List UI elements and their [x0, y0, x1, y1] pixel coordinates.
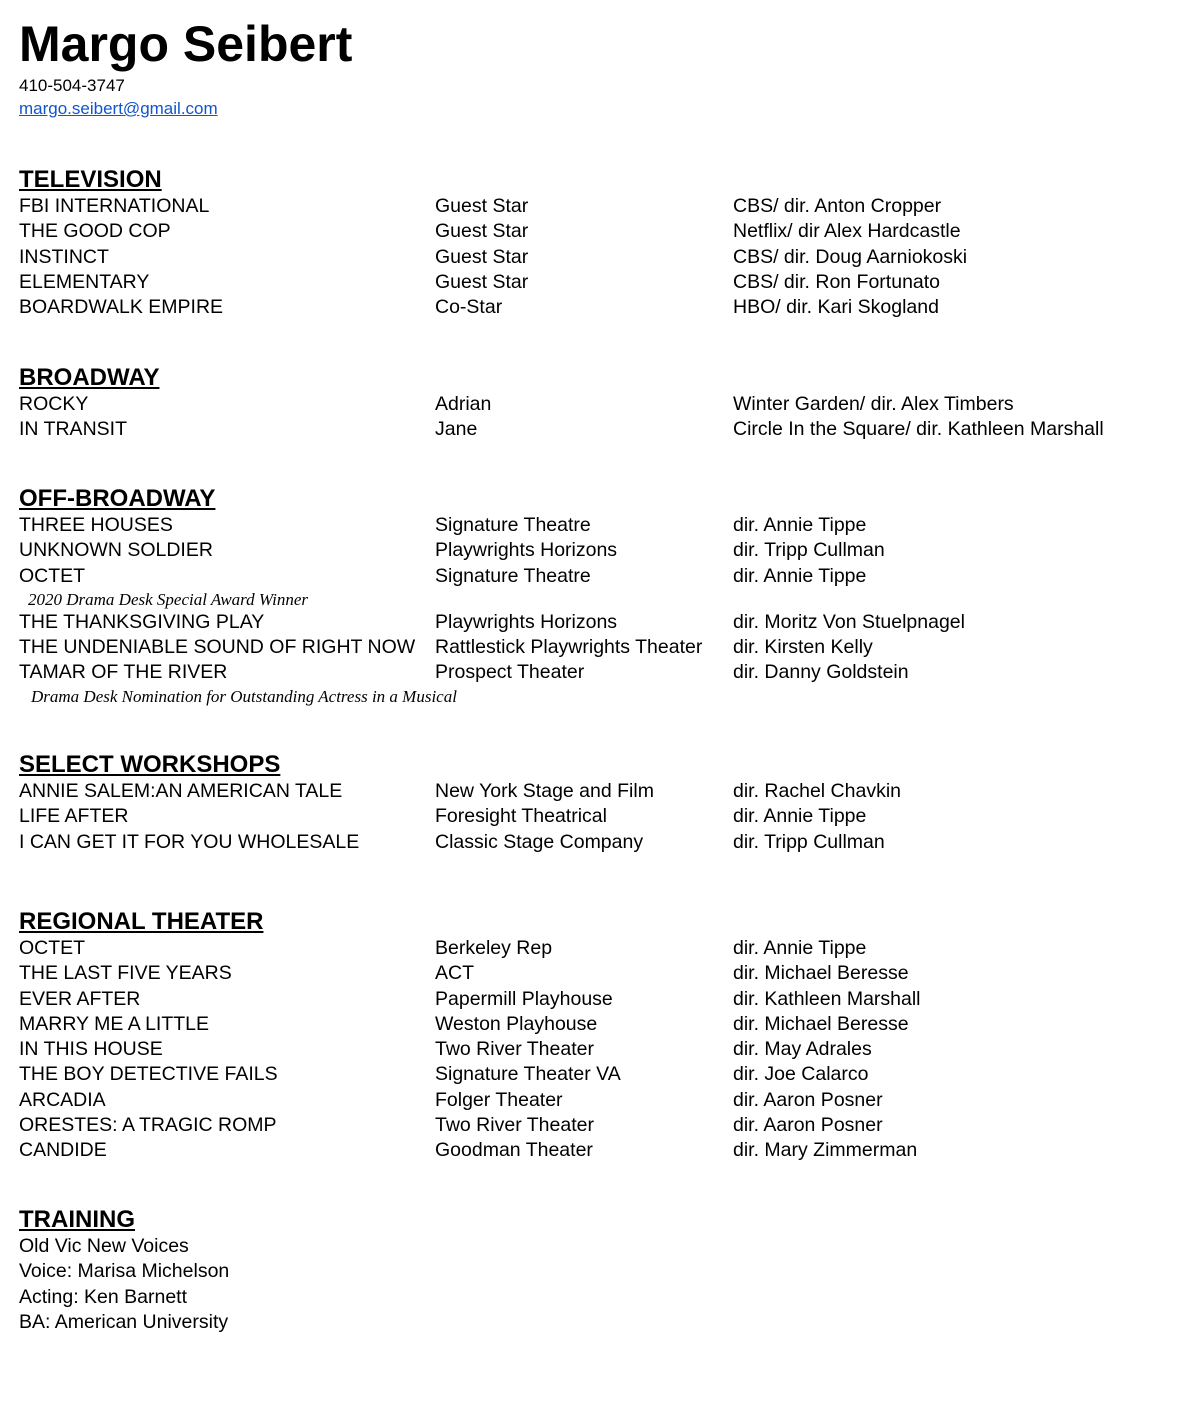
credit-row	[19, 245, 1179, 270]
credit-director: dir. Kathleen Marshall	[733, 987, 921, 1010]
credit-director: dir. May Adrales	[733, 1038, 872, 1061]
credit-director: dir. Tripp Cullman	[733, 830, 885, 853]
credit-title: THE GOOD COP	[19, 220, 171, 243]
credit-row	[19, 1062, 1179, 1087]
regional-section	[19, 908, 1179, 1164]
credit-director: dir. Moritz Von Stuelpnagel	[733, 610, 965, 633]
credit-row	[19, 392, 1179, 417]
credit-title: ORESTES: A TRAGIC ROMP	[19, 1114, 277, 1137]
credit-title: I CAN GET IT FOR YOU WHOLESALE	[19, 830, 360, 853]
credit-title: MARRY ME A LITTLE	[19, 1012, 210, 1035]
credit-director: dir. Annie Tippe	[733, 937, 867, 959]
workshops-section	[19, 751, 1179, 855]
training-text: BA: American University	[19, 1310, 229, 1333]
credit-venue: Two River Theater	[435, 1114, 594, 1137]
credit-title: THE LAST FIVE YEARS	[19, 962, 232, 985]
credit-director: Netflix/ dir Alex Hardcastle	[733, 220, 961, 243]
credit-role: Adrian	[435, 393, 492, 415]
credit-title: THREE HOUSES	[19, 514, 173, 536]
credit-title: ARCADIA	[19, 1088, 106, 1111]
credit-row	[19, 1113, 1179, 1138]
credit-venue: Berkeley Rep	[435, 937, 553, 959]
training-item	[19, 1259, 1179, 1284]
credit-row	[19, 270, 1179, 295]
credit-venue: Foresight Theatrical	[435, 805, 607, 828]
credit-row	[19, 961, 1179, 986]
credit-role: Guest Star	[435, 270, 529, 293]
credit-director: Circle In the Square/ dir. Kathleen Marshall	[733, 418, 1104, 441]
section-title: OFF-BROADWAY	[19, 485, 216, 512]
credit-title: BOARDWALK EMPIRE	[19, 296, 224, 319]
credit-role: Co-Star	[435, 296, 503, 319]
credit-title: CANDIDE	[19, 1139, 107, 1162]
credit-venue: Playwrights Horizons	[435, 610, 618, 633]
credit-row	[19, 219, 1179, 244]
credit-title: FBI INTERNATIONAL	[19, 195, 210, 217]
credit-row	[19, 513, 1179, 538]
credit-title: OCTET	[19, 937, 86, 959]
credit-row	[19, 564, 1179, 589]
training-item	[19, 1234, 1179, 1259]
credit-title: THE THANKSGIVING PLAY	[19, 610, 265, 633]
award-note: Drama Desk Nomination for Outstanding Actress in a Musical	[31, 686, 457, 706]
credit-row	[19, 610, 1179, 635]
credit-role: Guest Star	[435, 245, 529, 268]
credit-venue: Playwrights Horizons	[435, 539, 618, 562]
credit-row	[19, 1138, 1179, 1163]
credit-row	[19, 295, 1179, 320]
credit-title: LIFE AFTER	[19, 805, 129, 828]
credit-venue: Weston Playhouse	[435, 1012, 598, 1035]
credit-title: THE BOY DETECTIVE FAILS	[19, 1063, 278, 1086]
training-text: Old Vic New Voices	[19, 1235, 189, 1257]
training-text: Acting: Ken Barnett	[19, 1285, 188, 1308]
credit-row	[19, 804, 1179, 829]
credit-venue: Goodman Theater	[435, 1139, 593, 1162]
credit-row	[19, 779, 1179, 804]
credit-title: THE UNDENIABLE SOUND OF RIGHT NOW	[19, 636, 416, 659]
credit-venue: Folger Theater	[435, 1088, 563, 1111]
credit-venue: Two River Theater	[435, 1038, 594, 1061]
credit-director: CBS/ dir. Doug Aarniokoski	[733, 245, 968, 268]
credit-venue: Signature Theatre	[435, 514, 591, 536]
credit-venue: Prospect Theater	[435, 661, 585, 684]
credit-title: EVER AFTER	[19, 987, 141, 1010]
credit-row	[19, 987, 1179, 1012]
credit-director: dir. Danny Goldstein	[733, 661, 909, 684]
phone-number: 410-504-3747	[19, 76, 125, 95]
training-item	[19, 1285, 1179, 1310]
training-section	[19, 1206, 1179, 1335]
credit-role: Guest Star	[435, 195, 529, 217]
section-title: SELECT WORKSHOPS	[19, 751, 281, 778]
credit-title: TAMAR OF THE RIVER	[19, 661, 228, 684]
credit-row	[19, 635, 1179, 660]
credit-title: ROCKY	[19, 393, 89, 415]
credit-director: dir. Annie Tippe	[733, 805, 867, 828]
television-section	[19, 166, 1179, 320]
credit-row	[19, 1088, 1179, 1113]
credit-director: dir. Aaron Posner	[733, 1114, 883, 1137]
credit-row	[19, 936, 1179, 961]
credit-venue: Signature Theatre	[435, 564, 591, 587]
credit-director: CBS/ dir. Ron Fortunato	[733, 270, 941, 293]
credit-venue: Signature Theater VA	[435, 1063, 621, 1086]
credit-row	[19, 830, 1179, 855]
off-broadway-section	[19, 485, 1179, 707]
section-title: TRAINING	[19, 1206, 135, 1233]
credit-title: IN TRANSIT	[19, 418, 127, 441]
credit-title: IN THIS HOUSE	[19, 1038, 163, 1061]
credit-title: UNKNOWN SOLDIER	[19, 539, 213, 562]
credit-director: HBO/ dir. Kari Skogland	[733, 296, 939, 319]
credit-director: dir. Annie Tippe	[733, 564, 867, 587]
credit-venue: Classic Stage Company	[435, 830, 644, 853]
credit-venue: ACT	[435, 962, 474, 985]
credit-director: CBS/ dir. Anton Cropper	[733, 195, 942, 217]
section-title: BROADWAY	[19, 364, 160, 391]
credit-director: dir. Aaron Posner	[733, 1088, 883, 1111]
credit-title: INSTINCT	[19, 245, 109, 268]
credit-venue: Papermill Playhouse	[435, 987, 613, 1010]
credit-director: dir. Rachel Chavkin	[733, 780, 901, 802]
credit-row	[19, 660, 1179, 685]
credit-row	[19, 538, 1179, 563]
credit-title: ELEMENTARY	[19, 270, 150, 293]
credit-role: Guest Star	[435, 220, 529, 243]
credit-director: dir. Joe Calarco	[733, 1063, 869, 1086]
credit-role: Jane	[435, 418, 478, 441]
credit-title: ANNIE SALEM:AN AMERICAN TALE	[19, 780, 343, 802]
credit-row	[19, 1037, 1179, 1062]
credit-director: dir. Tripp Cullman	[733, 539, 885, 562]
credit-venue: Rattlestick Playwrights Theater	[435, 636, 703, 659]
section-title: REGIONAL THEATER	[19, 908, 264, 935]
broadway-section	[19, 364, 1179, 443]
section-title: TELEVISION	[19, 166, 162, 193]
credit-director: dir. Mary Zimmerman	[733, 1139, 918, 1162]
credit-director: Winter Garden/ dir. Alex Timbers	[733, 393, 1014, 415]
credit-director: dir. Michael Beresse	[733, 962, 909, 985]
credit-row	[19, 417, 1179, 442]
training-text: Voice: Marisa Michelson	[19, 1260, 230, 1283]
training-item	[19, 1310, 1179, 1335]
credit-director: dir. Michael Beresse	[733, 1012, 909, 1035]
award-note: 2020 Drama Desk Special Award Winner	[28, 589, 309, 609]
credit-row	[19, 1012, 1179, 1037]
credit-director: dir. Annie Tippe	[733, 514, 867, 536]
credit-venue: New York Stage and Film	[435, 780, 654, 802]
resume-name: Margo Seibert	[19, 16, 353, 72]
credit-row	[19, 194, 1179, 219]
credit-director: dir. Kirsten Kelly	[733, 636, 873, 659]
credit-title: OCTET	[19, 564, 86, 587]
email-link[interactable]: margo.seibert@gmail.com	[19, 99, 218, 118]
